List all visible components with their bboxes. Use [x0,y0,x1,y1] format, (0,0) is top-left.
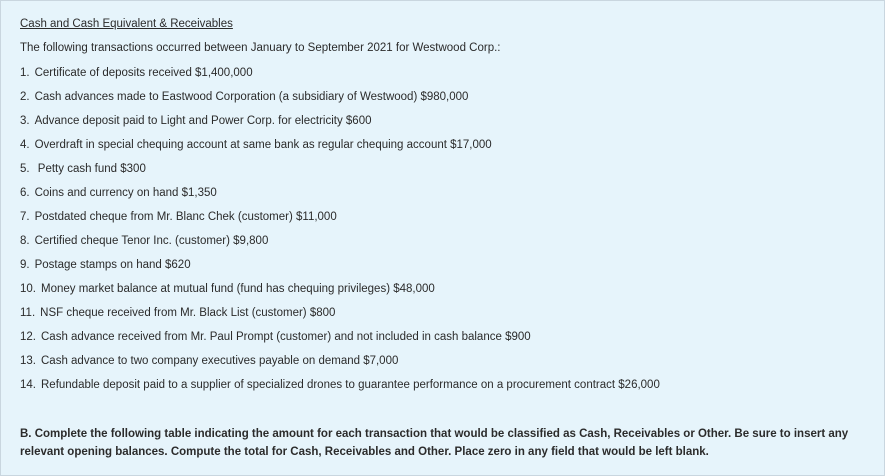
item-number: 1. [20,67,30,79]
item-text: Certified cheque Tenor Inc. (customer) $9,800 [34,235,269,247]
section-title: Cash and Cash Equivalent & Receivables [20,18,233,30]
item-number: 4. [20,139,30,151]
list-item [20,210,660,234]
item-number: 5. [20,163,30,175]
list-item [20,90,660,114]
item-text: Certificate of deposits received $1,400,000 [34,67,253,79]
item-text: NSF cheque received from Mr. Black List (customer) $800 [40,307,336,319]
item-number: 7. [20,211,30,223]
item-text: Postdated cheque from Mr. Blanc Chek (customer) $11,000 [34,211,337,223]
item-text: Postage stamps on hand $620 [34,259,191,271]
item-text: Petty cash fund $300 [34,163,146,175]
item-number: 9. [20,259,30,271]
item-text: Cash advances made to Eastwood Corporation (a subsidiary of Westwood) $980,000 [34,91,469,103]
part-b-instructions: B. Complete the following table indicating the amount for each transaction that would be classified as Cash, Receivables or Other. Be sure to insert any relevant opening balances. Compute the total for Cash, Receivables and Other. Place zero in any field that would be left blank. [20,428,849,458]
item-text: Overdraft in special chequing account at same bank as regular chequing account $17,000 [34,139,492,151]
list-item [20,330,660,354]
list-item [20,378,660,402]
list-item [20,306,660,330]
list-item [20,354,660,378]
transaction-list [20,66,660,402]
item-number: 11. [20,307,36,319]
list-item [20,138,660,162]
item-number: 2. [20,91,30,103]
list-item [20,258,660,282]
list-item [20,282,660,306]
item-number: 10. [20,283,36,295]
item-text: Advance deposit paid to Light and Power Corp. for electricity $600 [34,115,372,127]
item-number: 14. [20,379,36,391]
item-number: 8. [20,235,30,247]
list-item [20,114,660,138]
list-item [20,66,660,90]
item-text: Cash advance to two company executives payable on demand $7,000 [41,355,399,367]
list-item [20,186,660,210]
item-text: Cash advance received from Mr. Paul Prompt (customer) and not included in cash balance $900 [41,331,531,343]
item-number: 13. [20,355,36,367]
item-number: 6. [20,187,30,199]
item-number: 3. [20,115,30,127]
item-text: Money market balance at mutual fund (fund has chequing privileges) $48,000 [41,283,435,295]
item-text: Coins and currency on hand $1,350 [34,187,217,199]
list-item [20,234,660,258]
item-text: Refundable deposit paid to a supplier of specialized drones to guarantee performance on a procurement contract $26,000 [41,379,660,391]
intro-text: The following transactions occurred between January to September 2021 for Westwood Corp.: [20,42,501,54]
list-item [20,162,660,186]
item-number: 12. [20,331,36,343]
